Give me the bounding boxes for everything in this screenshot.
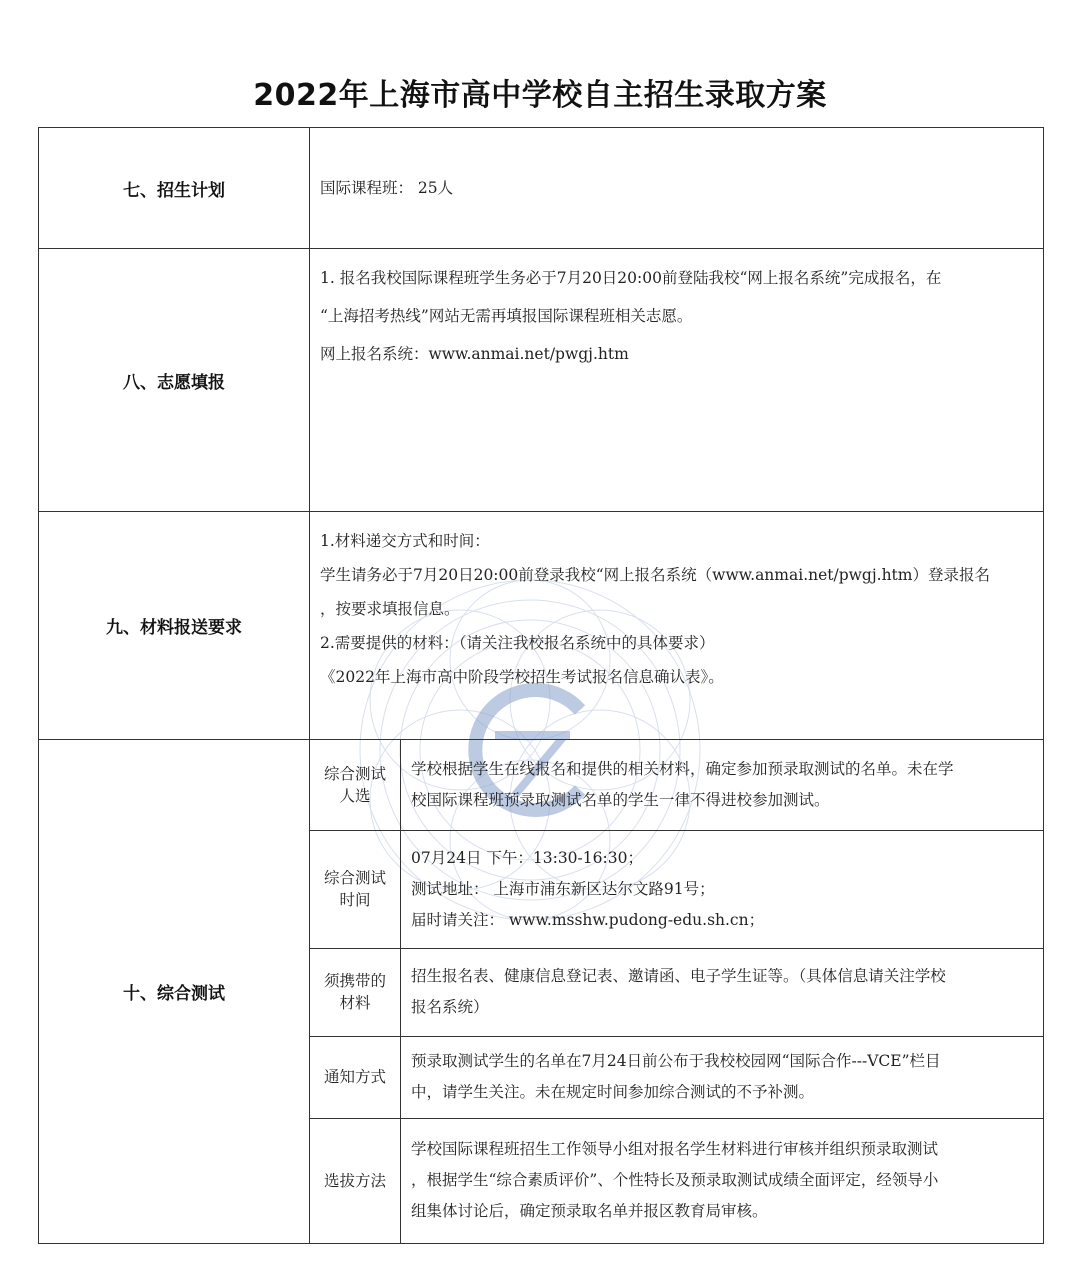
content-line: ，按要求填报信息。 xyxy=(320,600,460,618)
test-row-text: 07月24日 下午：13:30-16:30； 测试地址： 上海市浦东新区达尔文路91号； 届时请关注： www.msshw.pudong-edu.sh.cn； xyxy=(401,830,1044,948)
test-row-text: 学校国际课程班招生工作领导小组对报名学生材料进行审核并组织预录取测试 ，根据学生“综合素质评价”、个性特长及预录取测试成绩全面评定，经领导小 组集体讨论后，确定预录取名单并报区教育局审核。 xyxy=(401,1118,1044,1243)
section-label: 八、志愿填报 xyxy=(39,249,310,512)
test-row xyxy=(310,740,1043,830)
test-row-text: 预录取测试学生的名单在7月24日前公布于我校校园网“国际合作---VCE”栏目 中，请学生关注。未在规定时间参加综合测试的不予补测。 xyxy=(401,1036,1044,1118)
test-row xyxy=(310,948,1043,1036)
test-row-label: 综合测试 时间 xyxy=(310,830,401,948)
content-line: 1. 报名我校国际课程班学生务必于7月20日20:00前登陆我校“网上报名系统”完成报名，在 xyxy=(320,269,942,287)
section-content xyxy=(310,249,1044,512)
test-row xyxy=(310,830,1043,948)
test-row-label: 综合测试 人选 xyxy=(310,740,401,830)
section-label: 七、招生计划 xyxy=(39,128,310,249)
section-materials xyxy=(39,512,1044,740)
plan-text: 国际课程班： 25人 xyxy=(320,179,454,197)
test-row-label: 通知方式 xyxy=(310,1036,401,1118)
test-row xyxy=(310,1036,1043,1118)
test-row-label: 须携带的 材料 xyxy=(310,948,401,1036)
registration-url: 网上报名系统：www.anmai.net/pwgj.htm xyxy=(320,345,629,363)
section-test xyxy=(39,740,1044,1244)
test-row-label: 选拔方法 xyxy=(310,1118,401,1243)
content-line: “上海招考热线”网站无需再填报国际课程班相关志愿。 xyxy=(320,307,693,325)
section-content xyxy=(310,128,1044,249)
page-title: 2022年上海市高中学校自主招生录取方案 xyxy=(253,78,827,113)
section-content xyxy=(310,512,1044,740)
section-application xyxy=(39,249,1044,512)
content-line: 学生请务必于7月20日20:00前登录我校“网上报名系统（www.anmai.net/pwgj.htm）登录报名 xyxy=(320,566,990,584)
section-label: 九、材料报送要求 xyxy=(39,512,310,740)
test-row-text: 学校根据学生在线报名和提供的相关材料，确定参加预录取测试的名单。未在学 校国际课程班预录取测试名单的学生一律不得进校参加测试。 xyxy=(401,740,1044,830)
section-label: 十、综合测试 xyxy=(39,740,310,1244)
admission-table xyxy=(38,127,1044,1244)
test-row xyxy=(310,1118,1043,1243)
section-content xyxy=(310,740,1044,1244)
test-subtable xyxy=(310,740,1043,1243)
section-plan xyxy=(39,128,1044,249)
test-row-text: 招生报名表、健康信息登记表、邀请函、电子学生证等。（具体信息请关注学校 报名系统） xyxy=(401,948,1044,1036)
content-line: 2.需要提供的材料：（请关注我校报名系统中的具体要求） xyxy=(320,634,715,652)
content-line: 《2022年上海市高中阶段学校招生考试报名信息确认表》。 xyxy=(320,668,724,686)
content-line: 1.材料递交方式和时间： xyxy=(320,532,490,550)
